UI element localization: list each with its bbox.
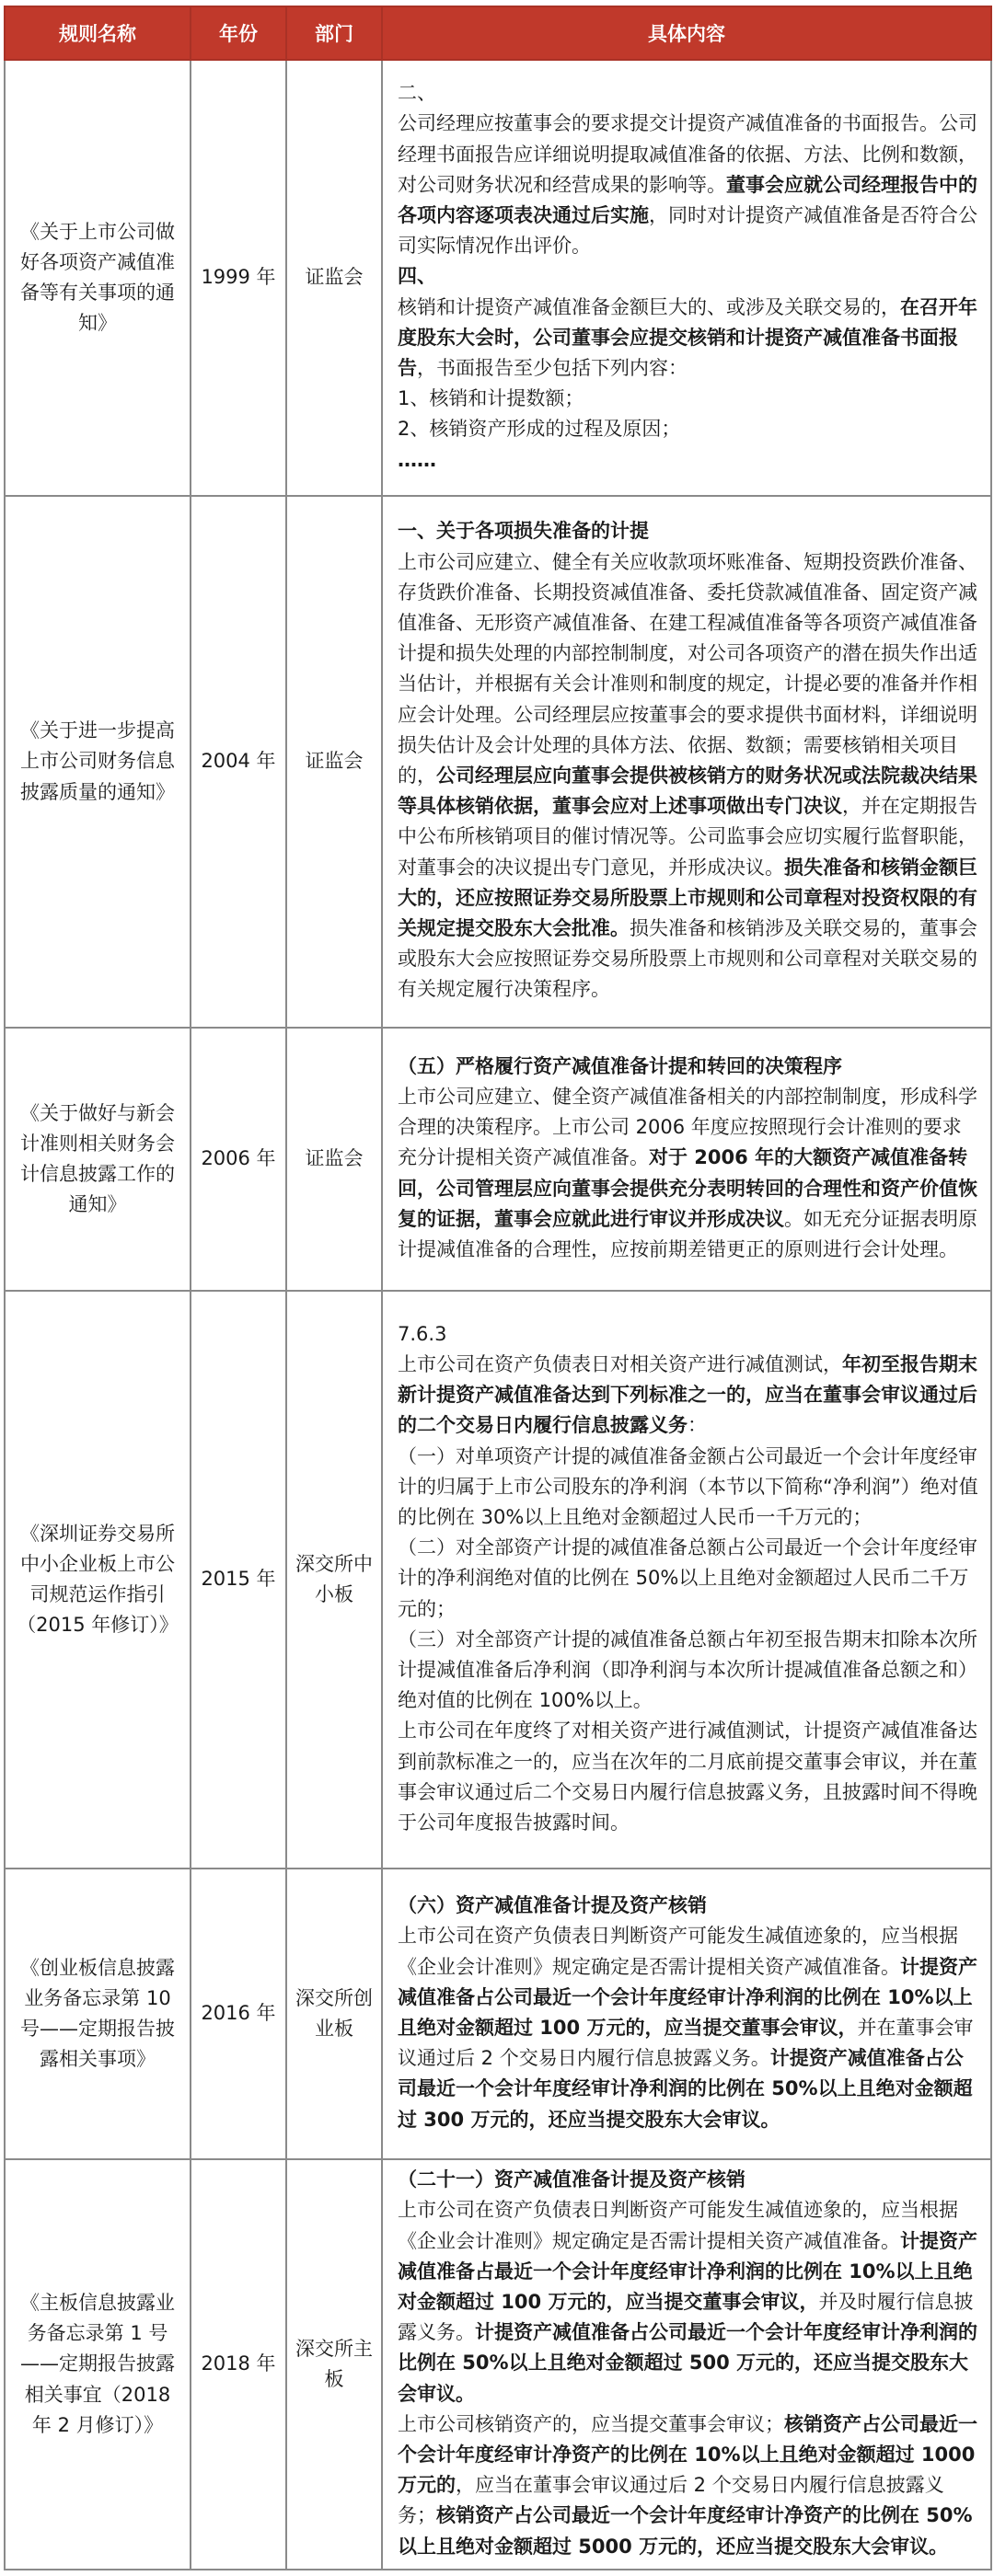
body-text: 损失准备和核销涉及关联交易的，董事会或股东大会应按照证券交易所股票上市规则和公司章程对关联交易的有关规定履行决策程序。 [398, 917, 977, 1001]
table-row [5, 60, 991, 496]
bold-text: （二十一）资产减值准备计提及资产核销 [398, 2168, 746, 2191]
regulation-name: 《创业板信息披露业务备忘录第 10 号——定期报告披露相关事项》 [5, 1869, 191, 2159]
body-text: 公司经理应按董事会的要求提交计提资产减值准备的书面报告。公司经理书面报告应详细说明提取减值准备的依据、方法、比例和数额，对公司财务状况和经营成果的影响等。 [398, 112, 977, 196]
regulation-name: 《关于进一步提高上市公司财务信息披露质量的通知》 [5, 496, 191, 1028]
bold-text: 一、关于各项损失准备的计提 [398, 520, 649, 543]
content-paragraph [398, 2195, 979, 2409]
content-paragraph [398, 2165, 979, 2195]
body-text: 二、 [398, 82, 436, 105]
regulation-content [382, 1028, 991, 1291]
regulation-dept: 证监会 [286, 496, 382, 1028]
content-paragraph [398, 293, 979, 385]
content-paragraph [398, 547, 979, 1006]
body-text: （二）对全部资产计提的减值准备总额占公司最近一个会计年度经审计的净利润绝对值的比例在 50%以上且绝对金额超过人民币二千万元的； [398, 1536, 977, 1620]
header-content: 具体内容 [382, 6, 991, 60]
table-row [5, 496, 991, 1028]
content-paragraph [398, 1533, 979, 1625]
regulations-table [4, 6, 992, 2570]
content-paragraph [398, 414, 979, 444]
content-paragraph [398, 78, 979, 109]
regulation-year: 2004 年 [191, 496, 286, 1028]
body-text: （一）对单项资产计提的减值准备金额占公司最近一个会计年度经审计的归属于上市公司股东的净利润（本节以下简称“净利润”）绝对值的比例在 30%以上且绝对金额超过人民币一千万元的； [398, 1444, 978, 1528]
content-paragraph [398, 1350, 979, 1442]
bold-text: 损失准备和核销金额巨大的，还应按照证券交易所股票上市规则和公司章程对投资权限的有关规定提交股东大会批准。 [398, 856, 977, 940]
body-text: ，同时对计提资产减值准备是否符合公司实际情况作出评价。 [398, 203, 977, 258]
regulation-year: 2006 年 [191, 1028, 286, 1291]
content-paragraph [398, 261, 979, 292]
header-name: 规则名称 [5, 6, 191, 60]
body-text: ： [688, 1414, 707, 1437]
regulation-name: 《主板信息披露业务备忘录第 1 号——定期报告披露相关事宜（2018 年 2 月修订）》 [5, 2159, 191, 2570]
regulation-year: 2018 年 [191, 2159, 286, 2570]
content-paragraph [398, 1921, 979, 2134]
body-text: 7.6.3 [398, 1322, 447, 1345]
bold-text: 计提资产减值准备占公司最近一个会计年度经审计净利润的比例在 50%以上且绝对金额超过 500 万元的，还应当提交股东大会审议。 [398, 2321, 977, 2405]
content-paragraph [398, 1082, 979, 1265]
body-text: 。如无充分证据表明原计提减值准备的合理性，应按前期差错更正的原则进行会计处理。 [398, 1207, 977, 1260]
body-text: 上市公司在资产负债表日判断资产可能发生减值迹象的，应当根据《企业会计准则》规定确定是否需计提相关资产减值准备。 [398, 1925, 958, 1978]
regulation-name: 《关于上市公司做好各项资产减值准备等有关事项的通知》 [5, 60, 191, 496]
regulation-content [382, 1869, 991, 2159]
table-row [5, 1869, 991, 2159]
body-text: ，书面报告至少包括下列内容： [417, 357, 688, 379]
bold-text: 董事会应就公司经理报告中的各项内容逐项表决通过后实施 [398, 173, 977, 226]
body-text: 上市公司应建立、健全有关应收款项坏账准备、短期投资跌价准备、存货跌价准备、长期投资减值准备、委托贷款减值准备、固定资产减值准备、无形资产减值准备、在建工程减值准备等各项资产减值准备计提和损失处理的内部控制制度，对公司各项资产的潜在损失作出适当估计，并根据有关会计准则和制度的规定，计提必要的准备并作相应会计处理。公司经理层应按董事会的要求提供书面材料，详细说明损失估计及会计处理的具体方法、依据、数额；需要核销相关项目的， [398, 550, 977, 787]
regulation-name: 《关于做好与新会计准则相关财务会计信息披露工作的通知》 [5, 1028, 191, 1291]
bold-text: …… [398, 448, 436, 471]
bold-text: 计提资产减值准备占公司最近一个会计年度经审计净利润的比例在 50%以上且绝对金额超过 300 万元的，还应当提交股东大会审议。 [398, 2047, 973, 2131]
regulation-content [382, 60, 991, 496]
regulation-year: 1999 年 [191, 60, 286, 496]
regulation-dept: 深交所创业板 [286, 1869, 382, 2159]
regulation-year: 2015 年 [191, 1291, 286, 1869]
table-row [5, 1291, 991, 1869]
table-row [5, 1028, 991, 1291]
body-text: 2、核销资产形成的过程及原因； [398, 418, 681, 441]
bold-text: 对于 2006 年的大额资产减值准备转回，公司管理层应向董事会提供充分表明转回的合理性和资产价值恢复的证据，董事会应就此进行审议并形成决议 [398, 1146, 977, 1230]
regulation-content [382, 2159, 991, 2570]
content-paragraph [398, 384, 979, 414]
content-paragraph [398, 1319, 979, 1350]
body-text: 上市公司核销资产的，应当提交董事会审议； [398, 2412, 784, 2435]
content-paragraph [398, 2409, 979, 2562]
regulation-year: 2016 年 [191, 1869, 286, 2159]
body-text: 上市公司在资产负债表日判断资产可能发生减值迹象的，应当根据《企业会计准则》规定确定是否需计提相关资产减值准备。 [398, 2199, 958, 2252]
bold-text: （六）资产减值准备计提及资产核销 [398, 1894, 707, 1917]
table-header-row [5, 6, 991, 60]
content-paragraph [398, 109, 979, 261]
regulation-dept: 深交所主板 [286, 2159, 382, 2570]
bold-text: 核销资产占公司最近一个会计年度经审计净资产的比例在 10%以上且绝对金额超过 1000 万元的 [398, 2412, 977, 2497]
body-text: 核销和计提资产减值准备金额巨大的、或涉及关联交易的， [398, 295, 900, 318]
bold-text: 计提资产减值准备占最近一个会计年度经审计净利润的比例在 10%以上且绝对金额超过 100 万元的，应当提交董事会审议， [398, 2229, 977, 2313]
body-text: 上市公司在年度终了对相关资产进行减值测试，计提资产减值准备达到前款标准之一的，应当在次年的二月底前提交董事会审议，并在董事会审议通过后二个交易日内履行信息披露义务，且披露时间不得晚于公司年度报告披露时间。 [398, 1719, 977, 1834]
bold-text: 计提资产减值准备占公司最近一个会计年度经审计净利润的比例在 10%以上且绝对金额超过 100 万元的，应当提交董事会审议， [398, 1955, 977, 2039]
regulation-dept: 深交所中小板 [286, 1291, 382, 1869]
body-text: 上市公司应建立、健全资产减值准备相关的内部控制制度，形成科学合理的决策程序。上市公司 2006 年度应按照现行会计准则的要求充分计提相关资产减值准备。 [398, 1085, 977, 1169]
header-year: 年份 [191, 6, 286, 60]
bold-text: 核销资产占公司最近一个会计年度经审计净资产的比例在 50%以上且绝对金额超过 5000 万元的，还应当提交股东大会审议。 [398, 2504, 973, 2558]
body-text: （三）对全部资产计提的减值准备总额占年初至报告期末扣除本次所计提减值准备后净利润（即净利润与本次所计提减值准备总额之和）绝对值的比例在 100%以上。 [398, 1627, 977, 1712]
regulation-dept: 证监会 [286, 1028, 382, 1291]
body-text: ，应当在董事会审议通过后 2 个交易日内履行信息披露义务； [398, 2474, 944, 2527]
bold-text: 在召开年度股东大会时，公司董事会应提交核销和计提资产减值准备书面报告 [398, 295, 977, 379]
bold-text: （五）严格履行资产减值准备计提和转回的决策程序 [398, 1054, 842, 1077]
body-text: 并及时履行信息披露义务。 [398, 2290, 974, 2344]
content-paragraph [398, 445, 979, 476]
regulation-name: 《深圳证券交易所中小企业板上市公司规范运作指引（2015 年修订）》 [5, 1291, 191, 1869]
body-text: 并在董事会审议通过后 2 个交易日内履行信息披露义务。 [398, 2017, 974, 2070]
bold-text: 四、 [398, 265, 436, 288]
table-row [5, 2159, 991, 2570]
regulation-content [382, 1291, 991, 1869]
regulation-dept: 证监会 [286, 60, 382, 496]
header-dept: 部门 [286, 6, 382, 60]
bold-text: 公司经理层应向董事会提供被核销方的财务状况或法院裁决结果等具体核销依据，董事会应对上述事项做出专门决议 [398, 765, 977, 818]
body-text: ，并在定期报告中公布所核销项目的催讨情况等。公司监事会应切实履行监督职能，对董事会的决议提出专门意见，并形成决议。 [398, 795, 977, 879]
content-paragraph [398, 1891, 979, 1921]
regulation-content [382, 496, 991, 1028]
body-text: 上市公司在资产负债表日对相关资产进行减值测试， [398, 1352, 842, 1375]
bold-text: 年初至报告期末新计提资产减值准备达到下列标准之一的，应当在董事会审议通过后的二个交易日内履行信息披露义务 [398, 1352, 977, 1437]
body-text: 1、核销和计提数额； [398, 387, 584, 410]
content-paragraph [398, 516, 979, 546]
content-paragraph [398, 1716, 979, 1838]
content-paragraph [398, 1625, 979, 1717]
content-paragraph [398, 1442, 979, 1534]
content-paragraph [398, 1052, 979, 1082]
